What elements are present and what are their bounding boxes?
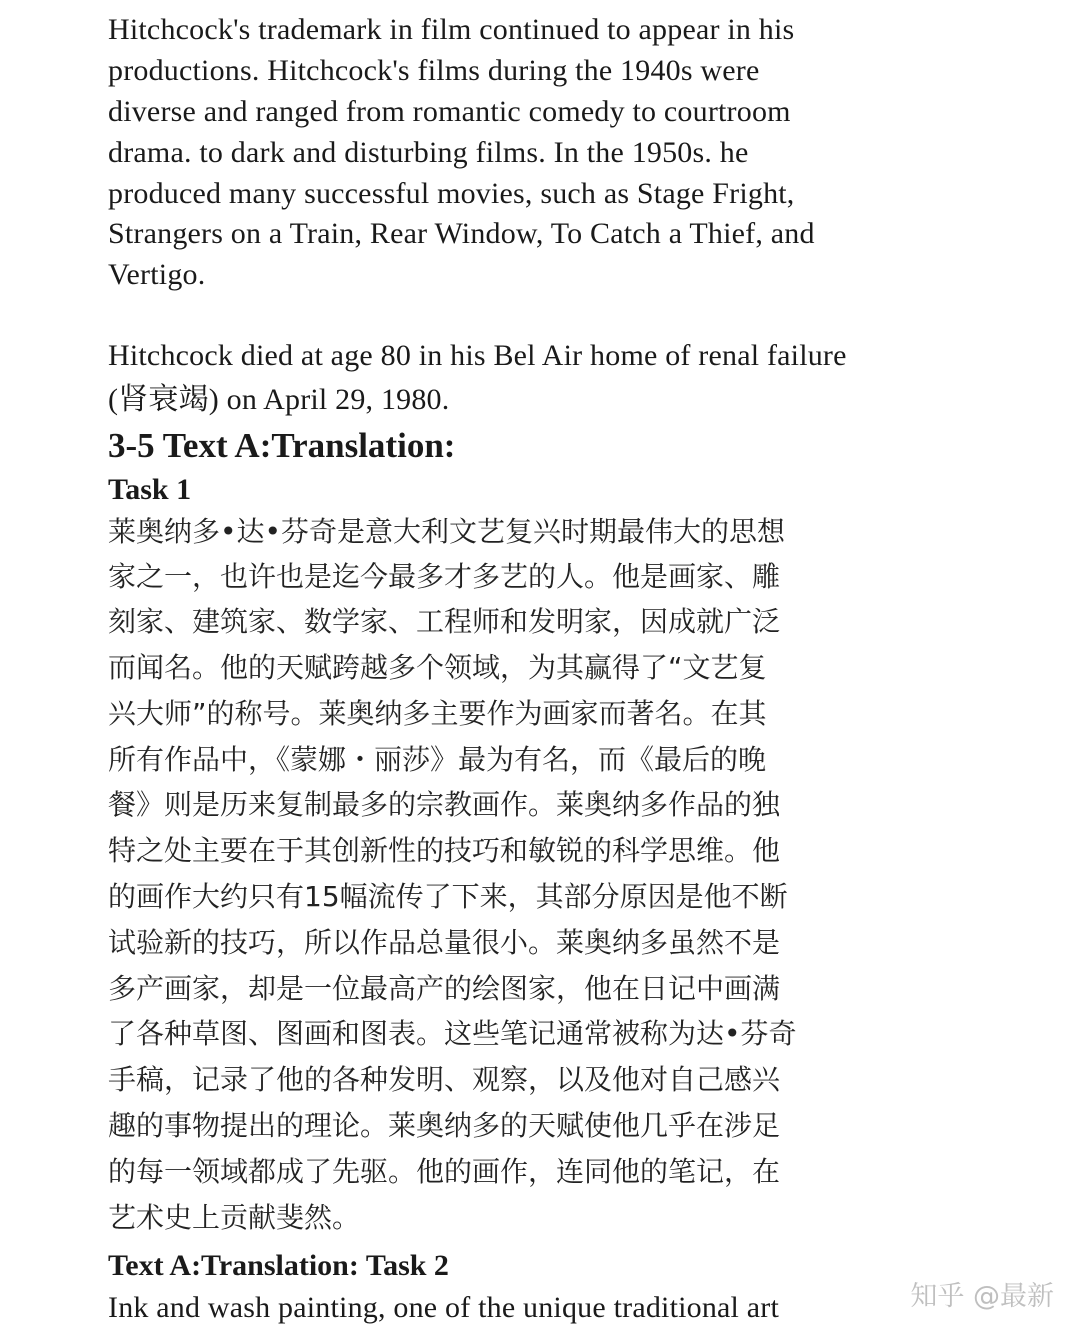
task1-heading: Task 1 [108,473,192,506]
paragraph-2-line: Hitchcock died at age 80 in his Bel Air home of renal failure [108,339,847,372]
task2-line: Ink and wash painting, one of the unique traditional art [108,1291,780,1324]
section-heading: 3-5 Text A:Translation: [108,426,456,465]
task1-line: 多产画家，却是一位最高产的绘图家，他在日记中画满 [108,972,781,1005]
task1-line: 所有作品中，《蒙娜・丽莎》最为有名，而《最后的晚 [108,743,767,776]
paragraph-1-line: Hitchcock's trademark in film continued to appear in his [108,13,795,46]
paragraph-1-line: diverse and ranged from romantic comedy to courtroom [108,95,791,128]
task1-line: 家之一，也许也是迄今最多才多艺的人。他是画家、雕 [108,560,781,593]
task1-line: 而闻名。他的天赋跨越多个领域，为其赢得了“文艺复 [108,651,767,684]
task1-line: 手稿，记录了他的各种发明、观察，以及他对自己感兴 [108,1063,781,1096]
task1-line: 艺术史上贡献斐然。 [108,1201,361,1234]
task1-line: 的画作大约只有15幅流传了下来，其部分原因是他不断 [108,880,788,913]
task1-line: 兴大师”的称号。莱奥纳多主要作为画家而著名。在其 [108,697,767,730]
task1-line: 了各种草图、图画和图表。这些笔记通常被称为达•芬奇 [108,1017,797,1050]
task1-line: 餐》则是历来复制最多的宗教画作。莱奥纳多作品的独 [108,788,781,821]
paragraph-1-line: productions. Hitchcock's films during the 1940s were [108,54,760,87]
task1-line: 莱奥纳多•达•芬奇是意大利文艺复兴时期最伟大的思想 [108,515,786,548]
task1-line: 试验新的技巧，所以作品总量很小。莱奥纳多虽然不是 [108,926,781,959]
task1-line: 的每一领域都成了先驱。他的画作，连同他的笔记，在 [108,1155,781,1188]
zhihu-watermark: 知乎 @最新 [910,1281,1054,1312]
paragraph-1-line: Strangers on a Train, Rear Window, To Catch a Thief, and [108,217,815,250]
task1-line: 刻家、建筑家、数学家、工程师和发明家，因成就广泛 [108,605,781,638]
task1-line: 特之处主要在于其创新性的技巧和敏锐的科学思维。他 [108,834,781,867]
paragraph-2-line: (肾衰竭) on April 29, 1980. [108,383,450,416]
paragraph-1-line: drama. to dark and disturbing films. In the 1950s. he [108,136,749,169]
task2-heading: Text A:Translation: Task 2 [108,1249,449,1282]
paragraph-1-line: produced many successful movies, such as Stage Fright, [108,177,795,210]
paragraph-1-line: Vertigo. [108,258,206,291]
task1-line: 趣的事物提出的理论。莱奥纳多的天赋使他几乎在涉足 [108,1109,781,1142]
